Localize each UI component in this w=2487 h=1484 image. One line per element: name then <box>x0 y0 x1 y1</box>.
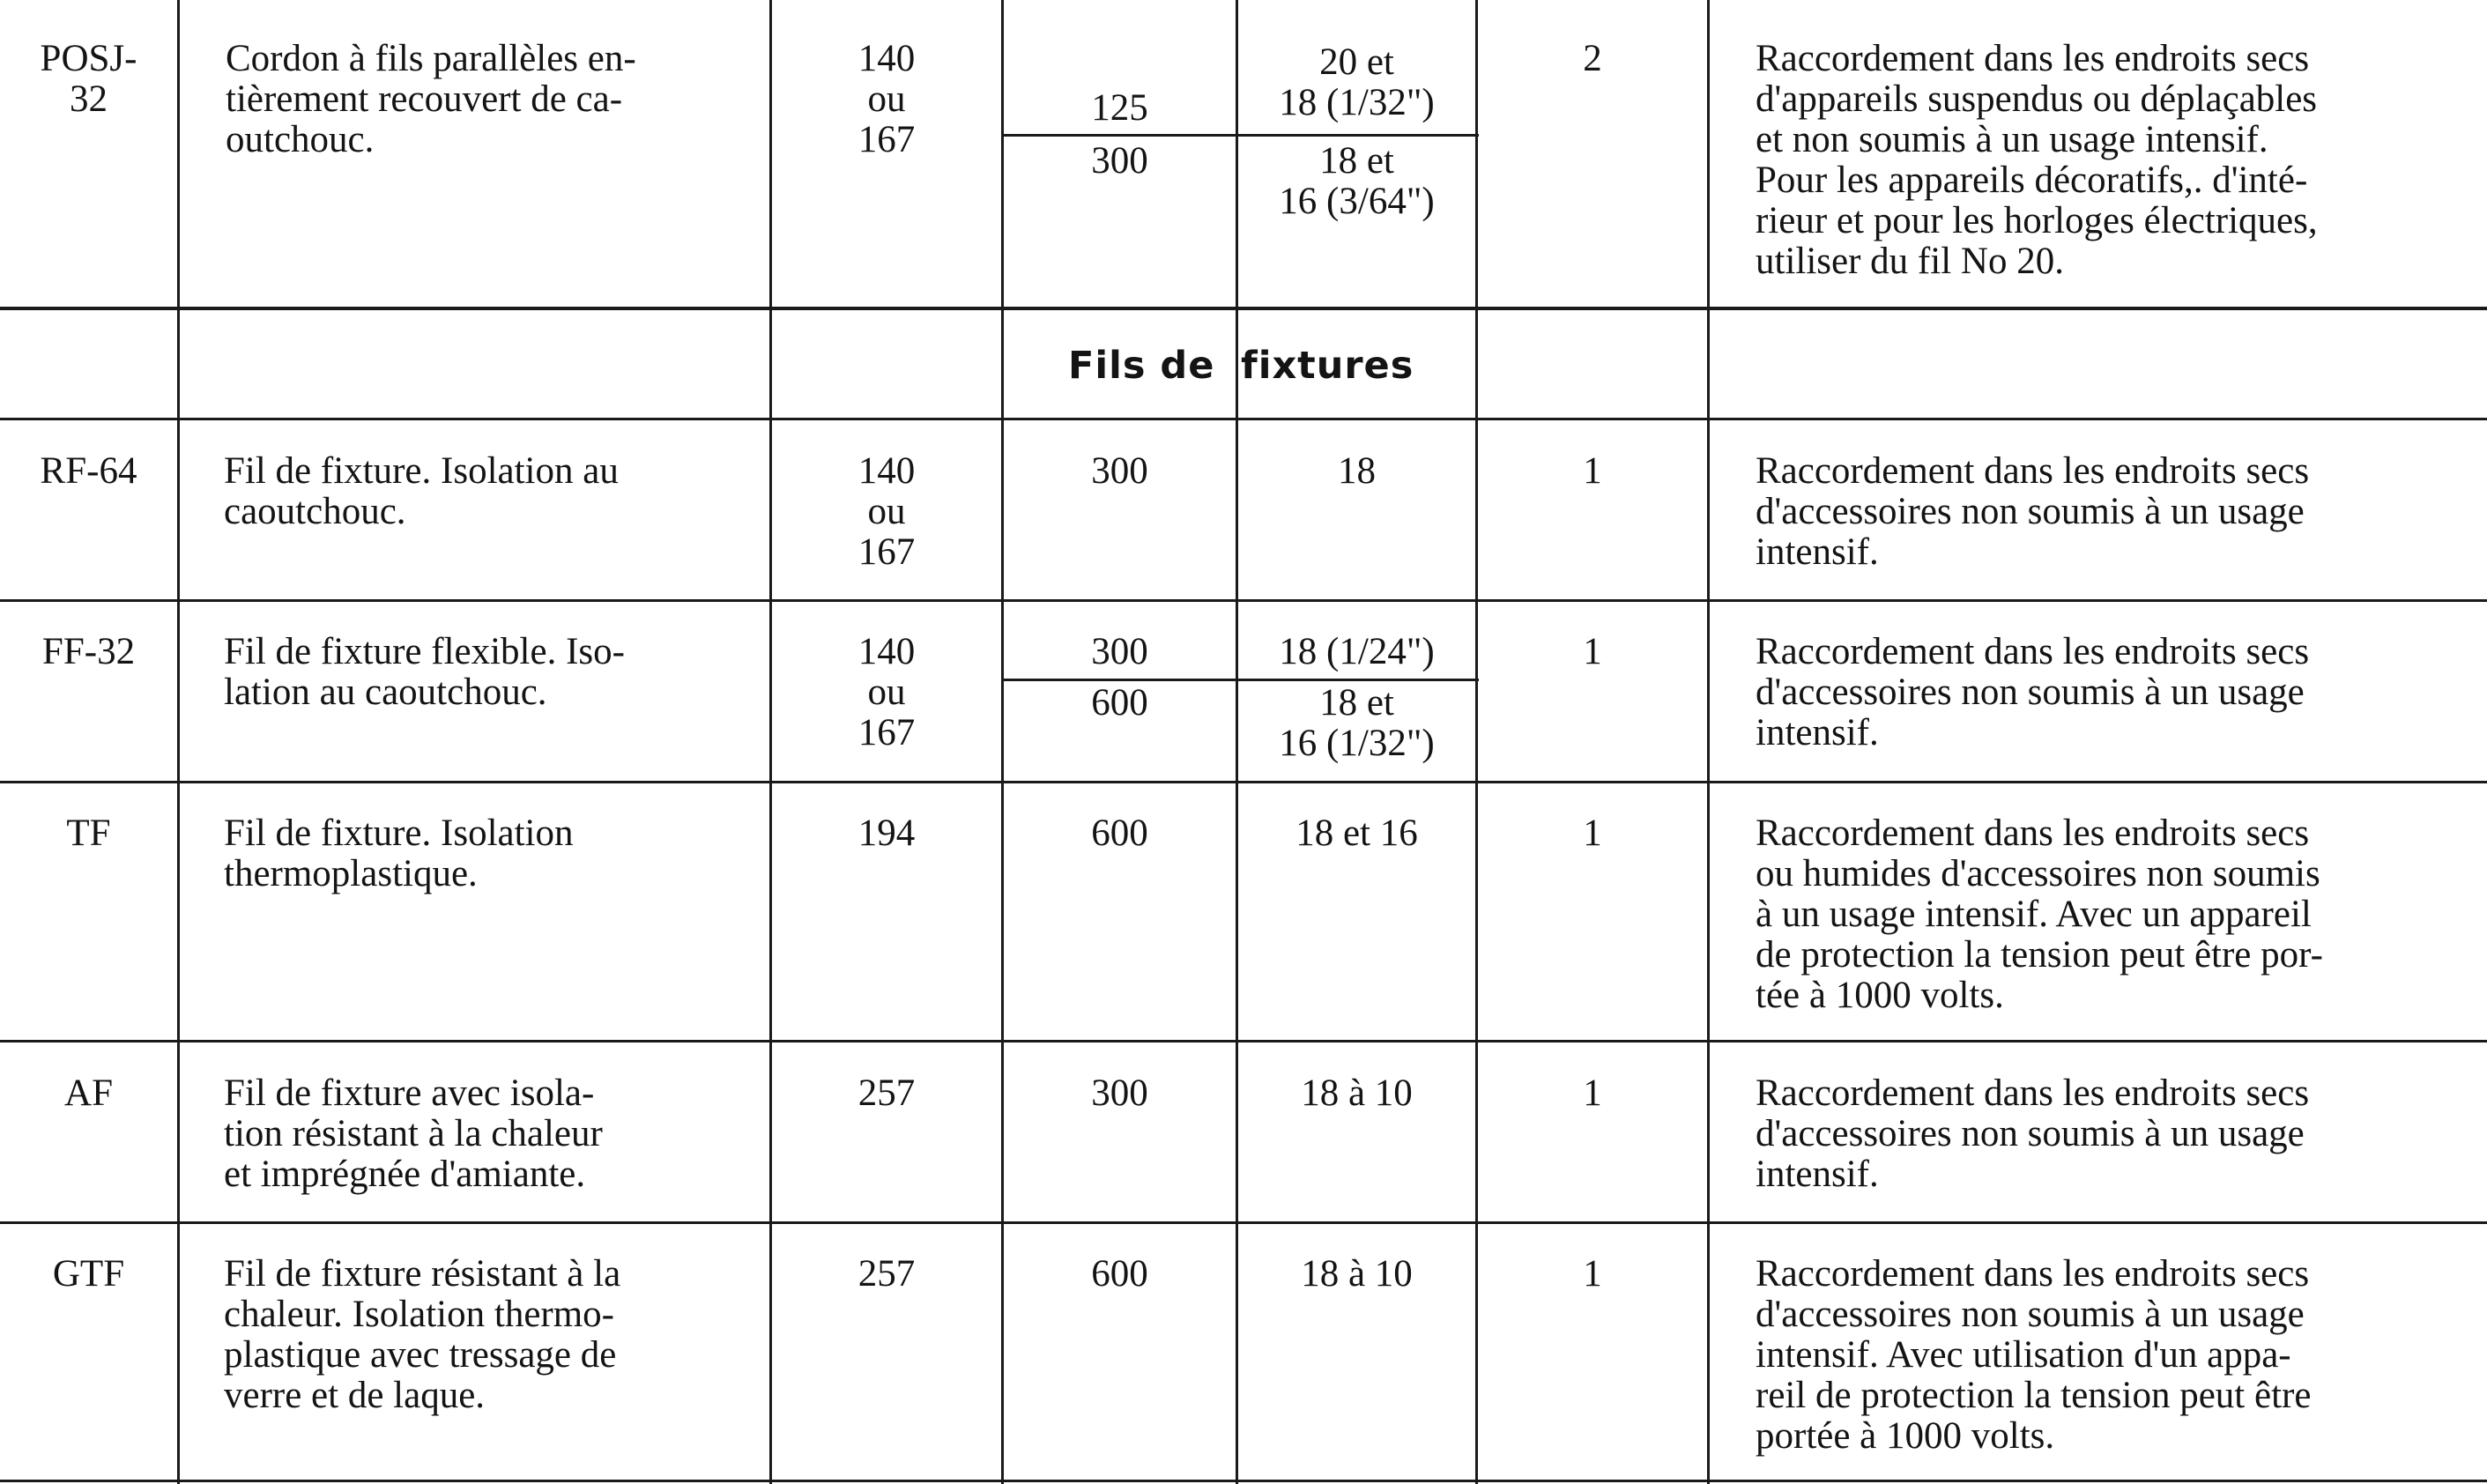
conductor-count: 1 <box>1583 631 1602 672</box>
voltage-value: 300 <box>1091 1072 1148 1114</box>
voltage-value: 600 <box>1091 682 1148 723</box>
usage-notes: Raccordement dans les endroits secs d'accessoires non soumis à un usage intensif. <box>1756 631 2310 753</box>
wire-type: GTF <box>52 1253 125 1295</box>
sub-row-divider <box>1003 134 1479 137</box>
wire-type: RF-64 <box>40 450 137 492</box>
row-divider <box>0 599 2487 602</box>
wire-description: Fil de fixture. Isolation au caoutchouc. <box>224 450 619 532</box>
wire-type: POSJ- 32 <box>40 38 137 120</box>
temperature-rating: 194 <box>857 812 916 854</box>
conductor-count: 1 <box>1583 1253 1602 1295</box>
wire-description: Fil de fixture. Isolation thermoplastique. <box>224 812 574 894</box>
conductor-count: 2 <box>1583 38 1602 79</box>
usage-notes: Raccordement dans les endroits secs d'accessoires non soumis à un usage intensif. <box>1756 1072 2310 1195</box>
voltage-value: 600 <box>1091 1253 1148 1295</box>
usage-notes: Raccordement dans les endroits secs d'accessoires non soumis à un usage intensif. <box>1756 450 2310 573</box>
temperature-rating: 257 <box>857 1253 916 1295</box>
sub-row-divider <box>1003 679 1479 681</box>
row-divider <box>0 1480 2487 1482</box>
gauge-value: 18 et 16 <box>1295 812 1418 854</box>
conductor-count: 1 <box>1583 450 1602 492</box>
voltage-value: 125 <box>1091 87 1148 129</box>
conductor-count: 1 <box>1583 812 1602 854</box>
voltage-value: 600 <box>1091 812 1148 854</box>
temperature-rating: 140 ou 167 <box>857 38 916 160</box>
gauge-value: 20 et 18 (1/32") <box>1279 41 1435 123</box>
wire-type: AF <box>64 1072 113 1114</box>
section-title-part1: Fils de <box>1068 344 1215 388</box>
temperature-rating: 140 ou 167 <box>857 631 916 753</box>
wire-description: Fil de fixture résistant à la chaleur. Isolation thermo- plastique avec tressage de verre et de laque. <box>224 1253 621 1416</box>
column-divider <box>177 0 180 1484</box>
row-divider <box>0 1040 2487 1043</box>
usage-notes: Raccordement dans les endroits secs d'appareils suspendus ou déplaçables et non soumis à un usage intensif. Pour les appareils décoratifs,. d'inté- rieur et pour les horloges électriques, utiliser du fil No 20. <box>1756 38 2318 282</box>
gauge-value: 18 à 10 <box>1301 1253 1413 1295</box>
wire-type: FF-32 <box>41 631 136 672</box>
wire-description: Fil de fixture flexible. Iso- lation au caoutchouc. <box>224 631 625 713</box>
voltage-value: 300 <box>1091 631 1148 672</box>
gauge-value: 18 et 16 (3/64") <box>1279 140 1435 222</box>
wire-description: Fil de fixture avec isola- tion résistant à la chaleur et imprégnée d'amiante. <box>224 1072 603 1195</box>
row-divider <box>0 418 2487 420</box>
wire-description: Cordon à fils parallèles en- tièrement recouvert de ca- outchouc. <box>226 38 636 160</box>
row-divider <box>0 781 2487 783</box>
gauge-value: 18 (1/24") <box>1279 631 1435 672</box>
wire-type: TF <box>66 812 111 854</box>
voltage-value: 300 <box>1091 140 1148 182</box>
voltage-value: 300 <box>1091 450 1148 492</box>
row-divider <box>0 307 2487 310</box>
temperature-rating: 257 <box>857 1072 916 1114</box>
section-title-part2: fixtures <box>1241 344 1414 388</box>
gauge-value: 18 <box>1338 450 1376 492</box>
row-divider <box>0 1221 2487 1224</box>
usage-notes: Raccordement dans les endroits secs ou humides d'accessoires non soumis à un usage intensif. Avec un appareil de protection la tension peut être por- tée à 1000 volts. <box>1756 812 2323 1016</box>
gauge-value: 18 et 16 (1/32") <box>1279 682 1435 764</box>
column-divider <box>1707 0 1710 1484</box>
temperature-rating: 140 ou 167 <box>857 450 916 573</box>
conductor-count: 1 <box>1583 1072 1602 1114</box>
gauge-value: 18 à 10 <box>1301 1072 1413 1114</box>
usage-notes: Raccordement dans les endroits secs d'accessoires non soumis à un usage intensif. Avec utilisation d'un appa- reil de protection la tension peut être portée à 1000 volts. <box>1756 1253 2312 1457</box>
